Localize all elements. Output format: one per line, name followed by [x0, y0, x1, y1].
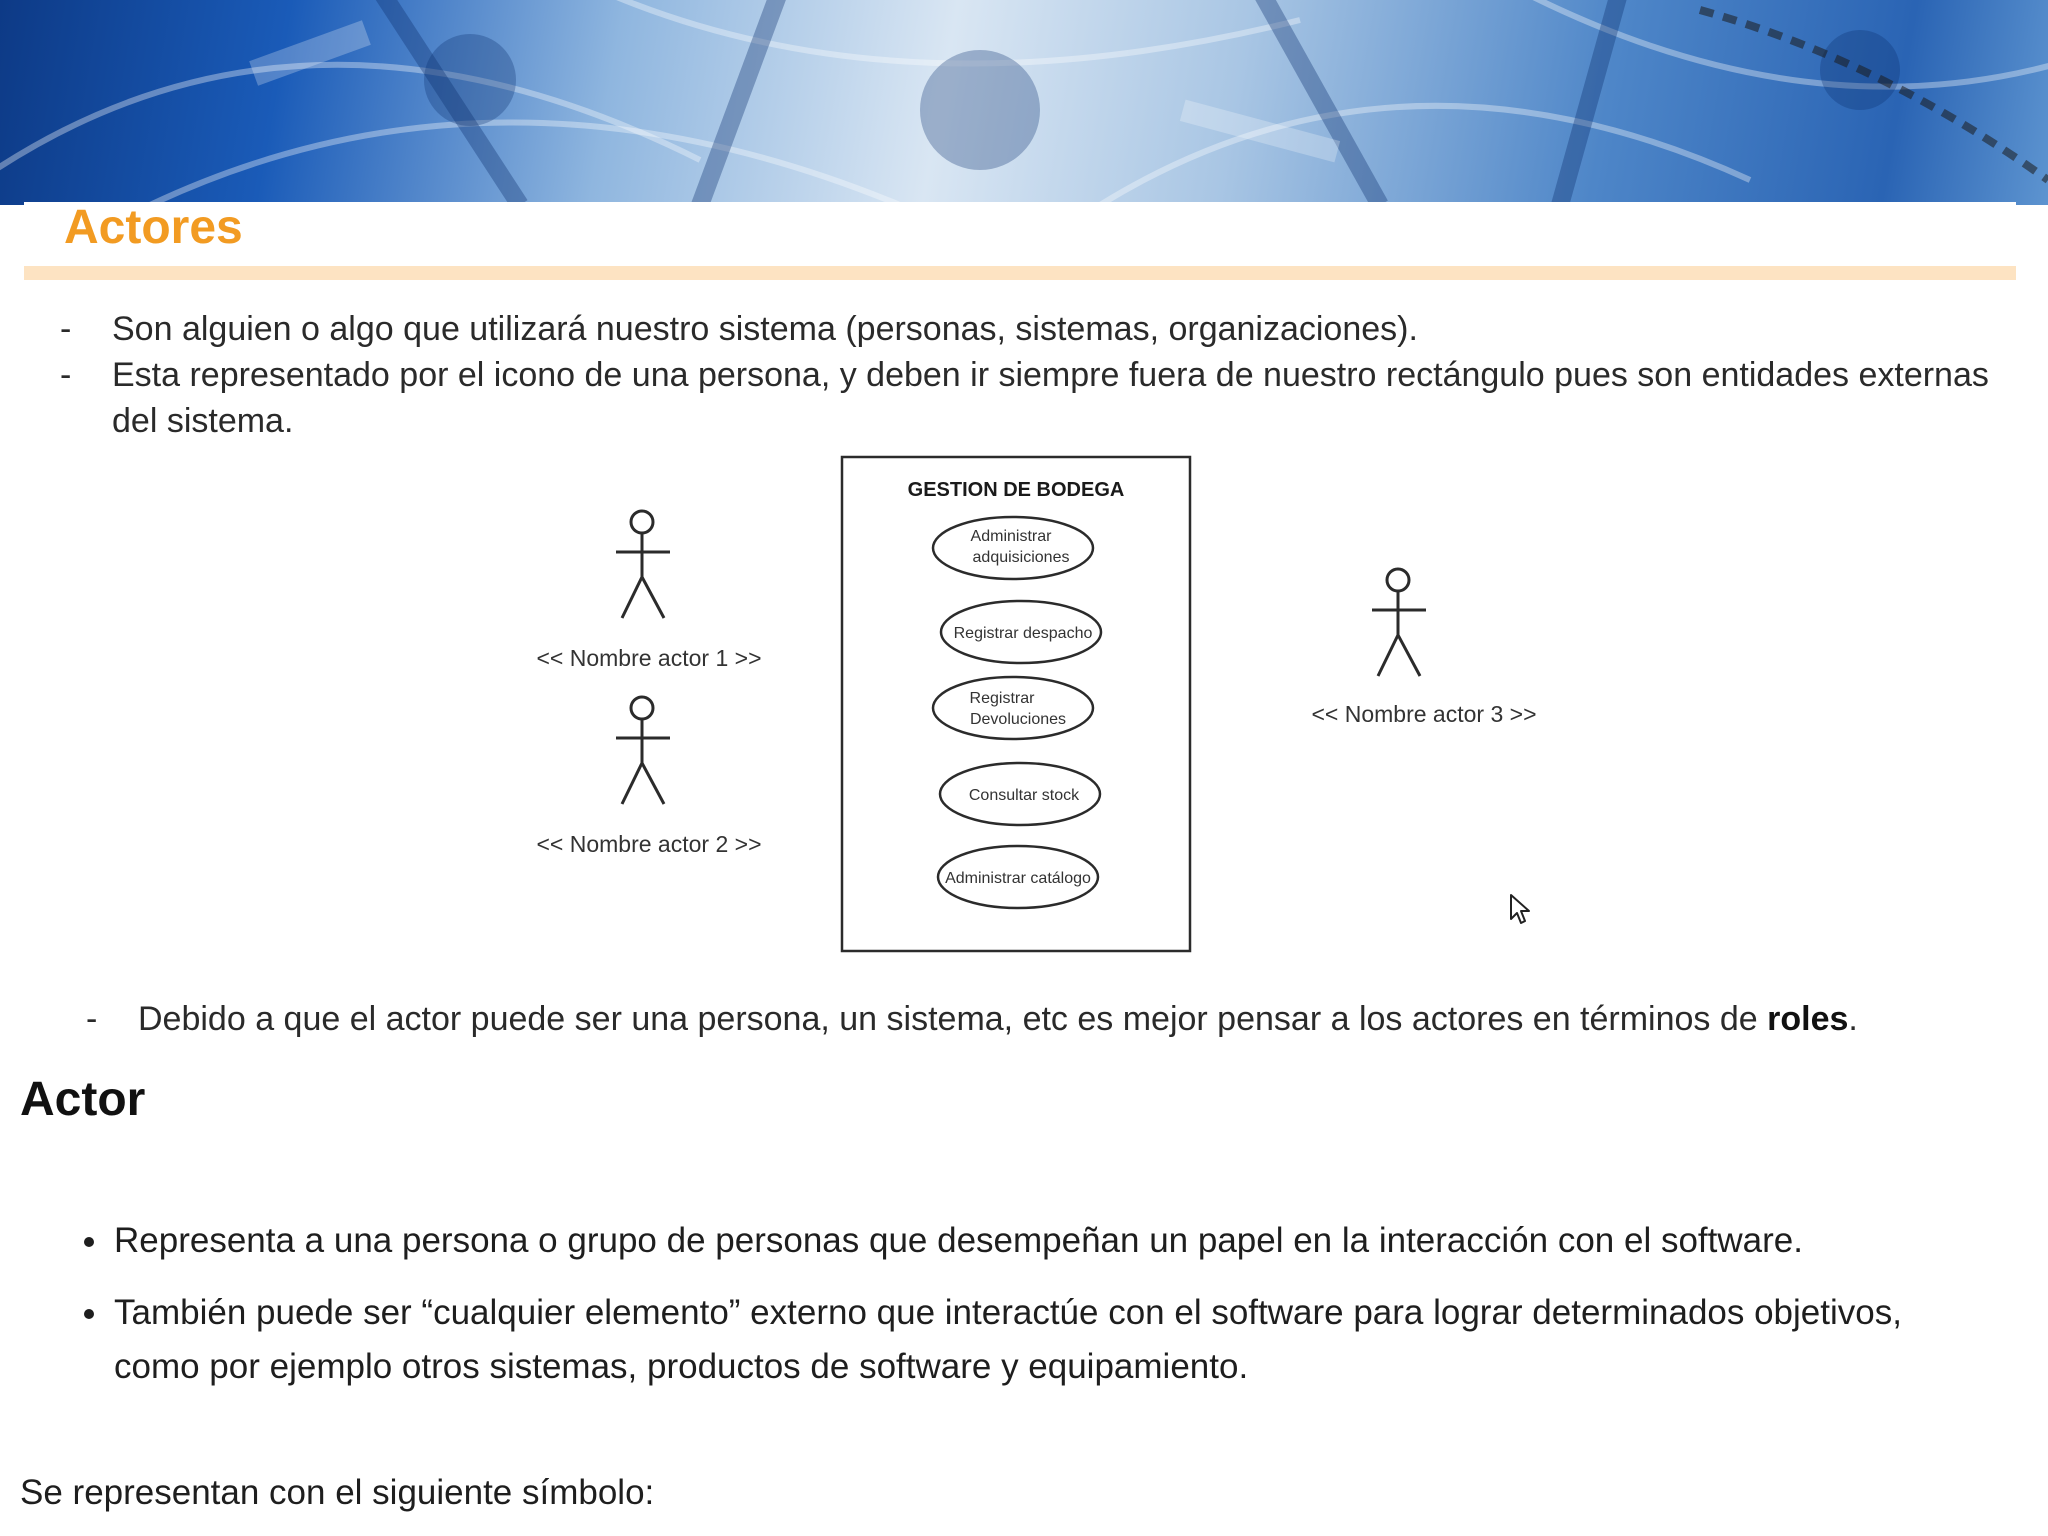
actor-label: << Nombre actor 2 >>	[536, 831, 762, 857]
title-underline	[24, 266, 2016, 280]
use-case-label: Registrar despacho	[953, 625, 1093, 642]
system-title: GESTION DE BODEGA	[907, 479, 1125, 501]
slide-bullet	[60, 306, 2000, 352]
dash-marker: -	[86, 1000, 98, 1038]
use-case-label: Administrar	[970, 528, 1052, 545]
actor-label: << Nombre actor 3 >>	[1311, 701, 1537, 727]
use-case	[933, 517, 1093, 579]
slide-bullet-text: Esta representado por el icono de una persona, y deben ir siempre fuera de nuestro rectángulo pues son entidades externas del sistema.	[112, 356, 1989, 440]
article-bullet-text: También puede ser “cualquier elemento” externo que interactúe con el software para lograr determinados objetivos, como por ejemplo otros sistemas, productos de software y equipamiento.	[114, 1293, 1902, 1386]
use-case	[938, 846, 1098, 908]
use-case-label: Administrar catálogo	[945, 870, 1091, 887]
article-heading: Actor	[20, 1073, 146, 1126]
use-case-ellipse	[933, 677, 1093, 739]
use-case-label: Consultar stock	[968, 787, 1080, 804]
bullet-dot-icon	[84, 1237, 94, 1247]
mouse-pointer-icon	[1509, 893, 1533, 927]
use-case-label: Registrar	[969, 690, 1035, 707]
slide	[24, 202, 2016, 1062]
footer-bold-word: roles	[1767, 1000, 1849, 1038]
article-bullet	[80, 1286, 1980, 1394]
article-note: Se representan con el siguiente símbolo:	[20, 1473, 655, 1512]
slide-bullet-list	[60, 306, 2000, 444]
banner-artwork	[0, 0, 2048, 205]
header-banner	[0, 0, 2048, 205]
use-case	[941, 601, 1101, 663]
dash-marker: -	[60, 310, 72, 348]
use-case-diagram	[24, 442, 2016, 962]
dash-marker: -	[60, 356, 72, 394]
stick-figure-icon	[616, 697, 670, 804]
actor-label: << Nombre actor 1 >>	[536, 645, 762, 671]
article-bullet-list	[80, 1214, 1980, 1394]
footer-text: Debido a que el actor puede ser una persona, un sistema, etc es mejor pensar a los actores en términos de	[138, 1000, 1768, 1038]
stick-figure-icon	[1372, 569, 1426, 676]
slide-bullet-text: Son alguien o algo que utilizará nuestro sistema (personas, sistemas, organizaciones).	[112, 310, 1418, 348]
use-case-ellipse	[933, 517, 1093, 579]
slide-bullet	[60, 352, 2000, 444]
use-case	[940, 763, 1100, 825]
slide-footer-bullet	[86, 997, 1858, 1041]
bullet-dot-icon	[84, 1309, 94, 1319]
slide-title: Actores	[64, 201, 243, 254]
footer-period: .	[1848, 1000, 1858, 1038]
use-case	[933, 677, 1093, 739]
use-case-label: Devoluciones	[969, 711, 1067, 728]
article-bullet	[80, 1214, 1980, 1268]
stick-figure-icon	[616, 511, 670, 618]
use-case-label: adquisiciones	[972, 549, 1070, 566]
article-bullet-text: Representa a una persona o grupo de personas que desempeñan un papel en la interacción con el software.	[114, 1221, 1803, 1260]
